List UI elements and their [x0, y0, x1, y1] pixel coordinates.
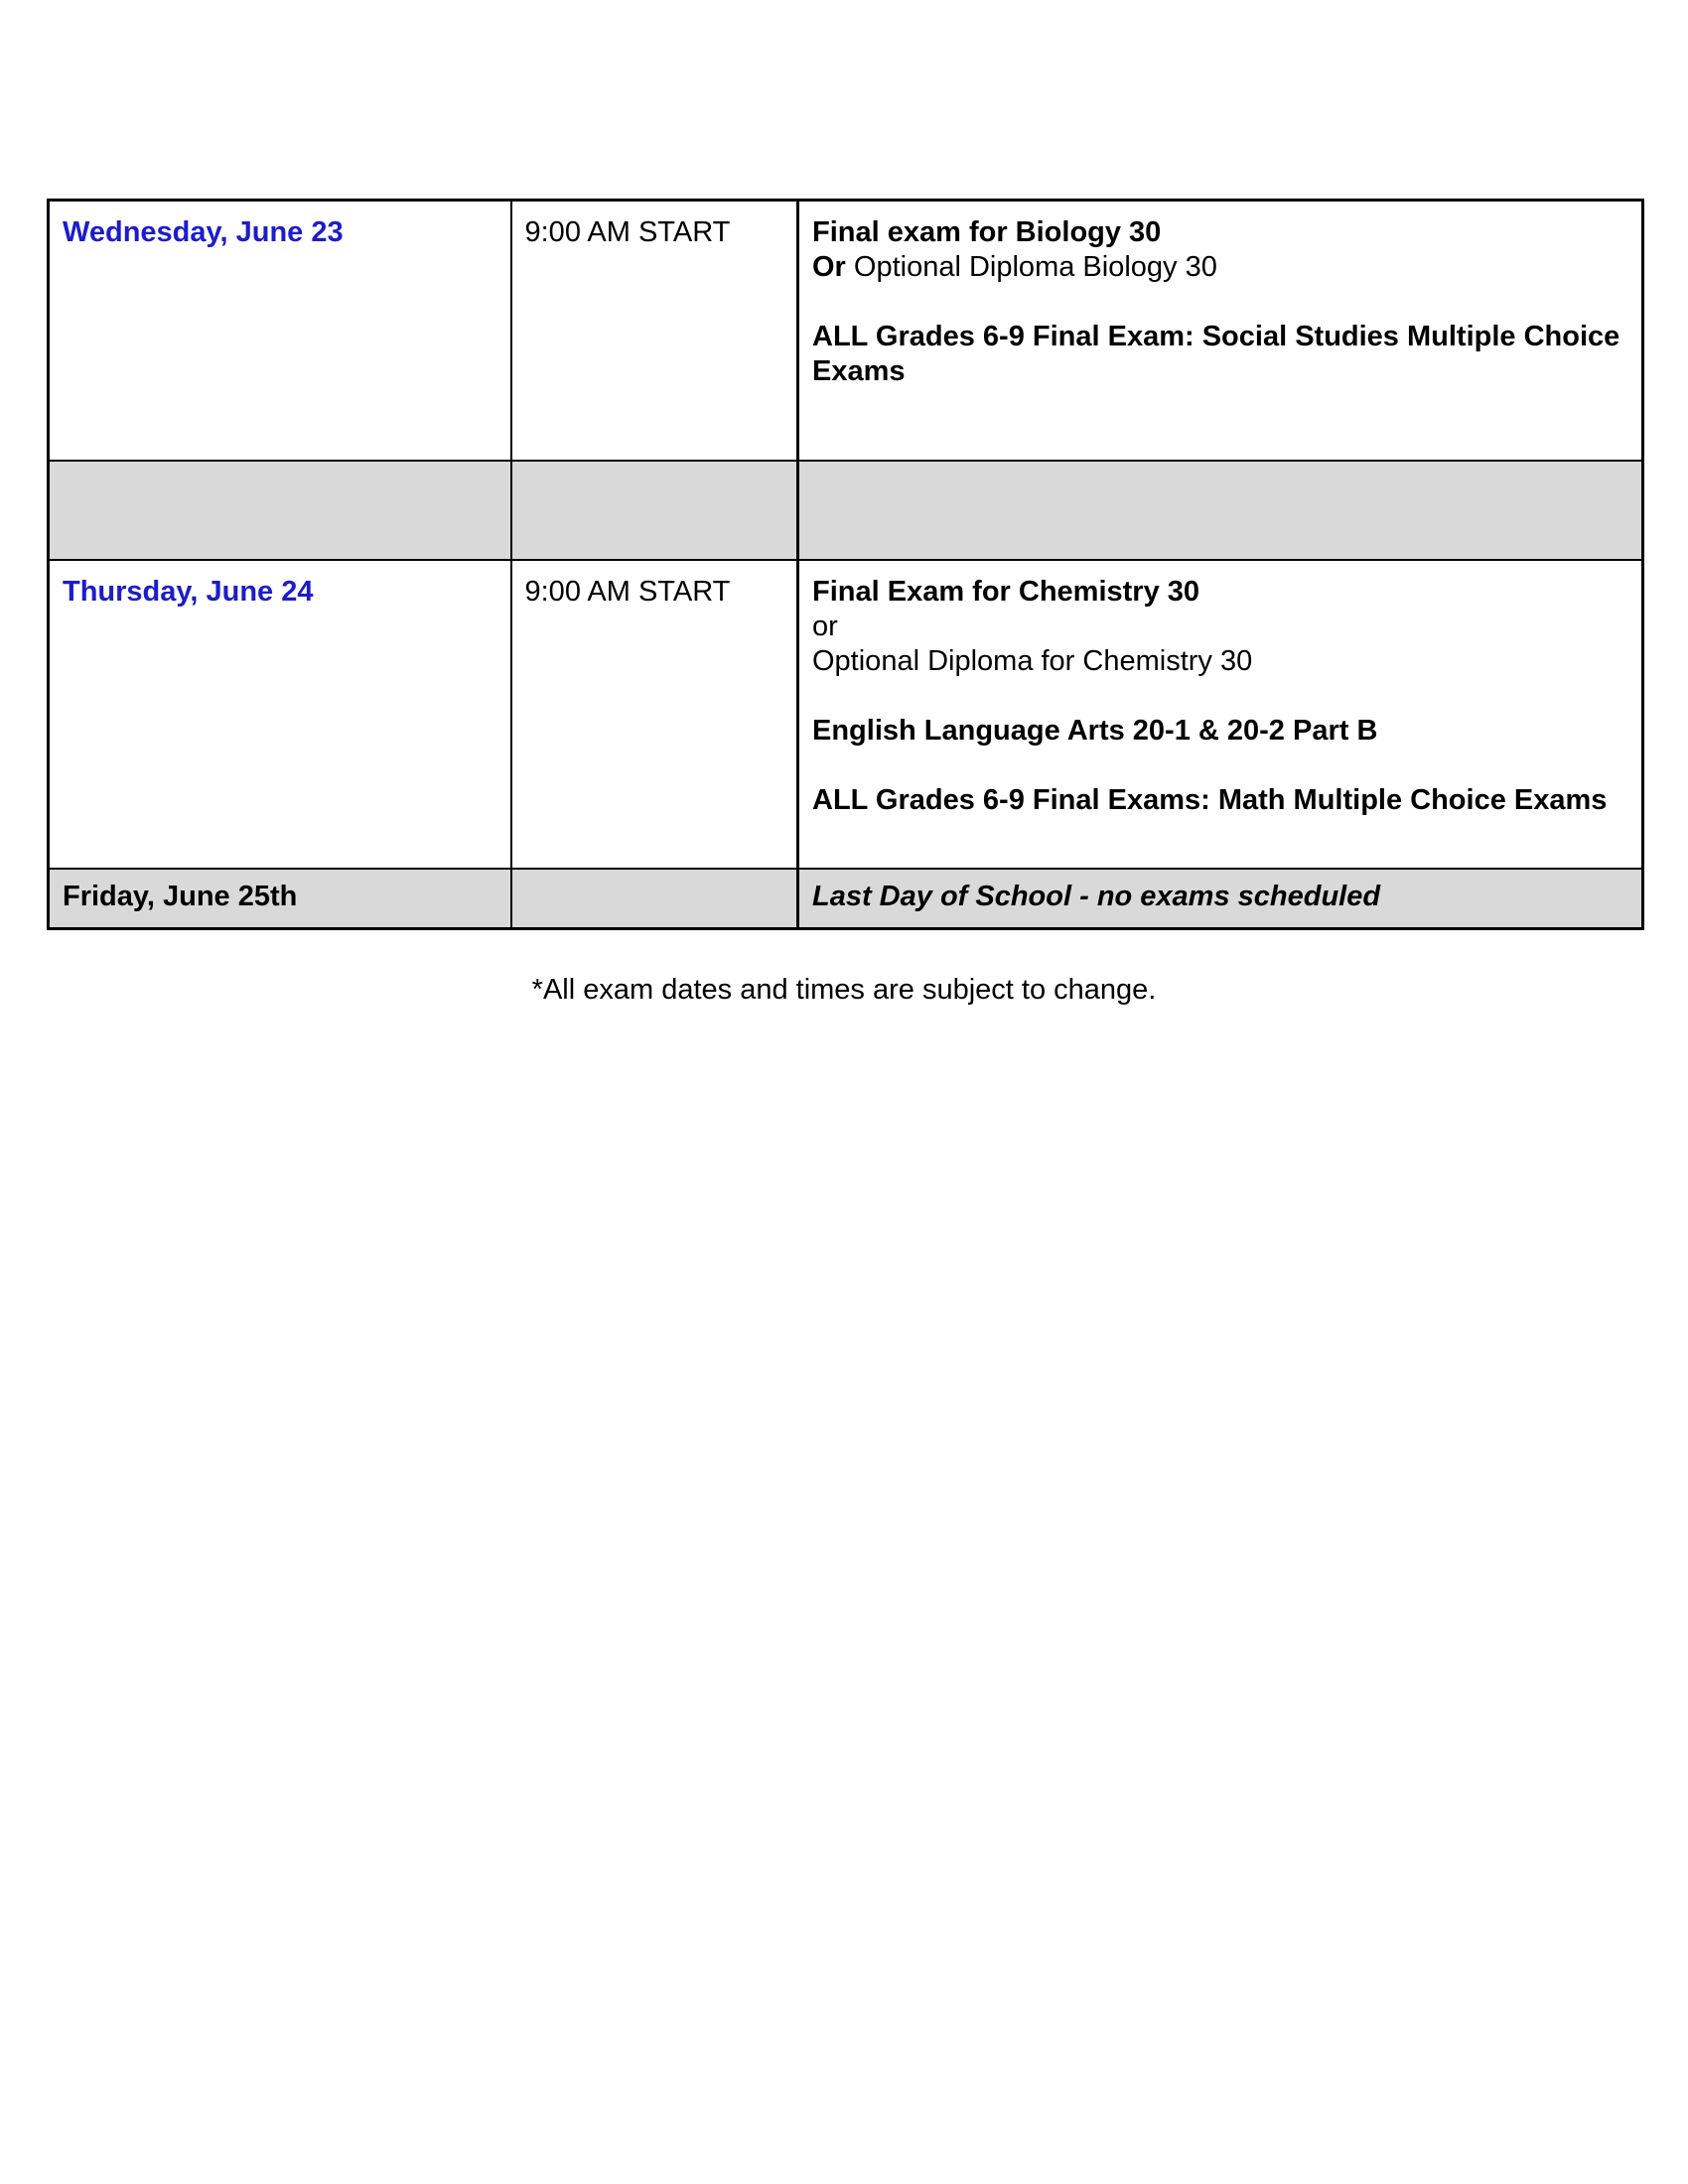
day-label: Wednesday, June 23 [63, 216, 344, 248]
day-cell [49, 201, 511, 462]
exam-title: Final exam for Biology 30 [812, 216, 1162, 248]
exam-cell [798, 560, 1643, 869]
time-label: 9:00 AM START [524, 216, 731, 248]
time-cell [511, 201, 798, 462]
time-cell [511, 560, 798, 869]
time-label: 9:00 AM START [524, 576, 731, 608]
day-cell [49, 869, 511, 929]
or-word: or [812, 611, 838, 642]
optional-exam: Optional Diploma for Chemistry 30 [812, 645, 1253, 677]
no-exams-note: Last Day of School - no exams scheduled [812, 881, 1381, 912]
empty-cell [798, 461, 1643, 560]
exam-cell [798, 869, 1643, 929]
exam-title: Final Exam for Chemistry 30 [812, 576, 1200, 608]
grades-exam: ALL Grades 6-9 Final Exams: Math Multiple Choice Exams [812, 784, 1608, 816]
or-word: Or [812, 251, 846, 283]
ela-exam: English Language Arts 20-1 & 20-2 Part B [812, 715, 1378, 747]
empty-cell [49, 461, 511, 560]
time-cell [511, 869, 798, 929]
exam-schedule-table [47, 199, 1644, 930]
table-row [49, 560, 1643, 869]
grades-exam: ALL Grades 6-9 Final Exam: Social Studies Multiple Choice Exams [812, 321, 1620, 387]
empty-cell [511, 461, 798, 560]
day-label: Friday, June 25th [63, 881, 298, 912]
table-row-empty [49, 461, 1643, 560]
day-cell [49, 560, 511, 869]
optional-exam: Optional Diploma Biology 30 [853, 251, 1217, 283]
footnote: *All exam dates and times are subject to change. [531, 974, 1157, 1006]
exam-cell [798, 201, 1643, 462]
table-row [49, 201, 1643, 462]
table-row [49, 869, 1643, 929]
day-label: Thursday, June 24 [63, 576, 314, 608]
optional-line [812, 250, 1629, 285]
